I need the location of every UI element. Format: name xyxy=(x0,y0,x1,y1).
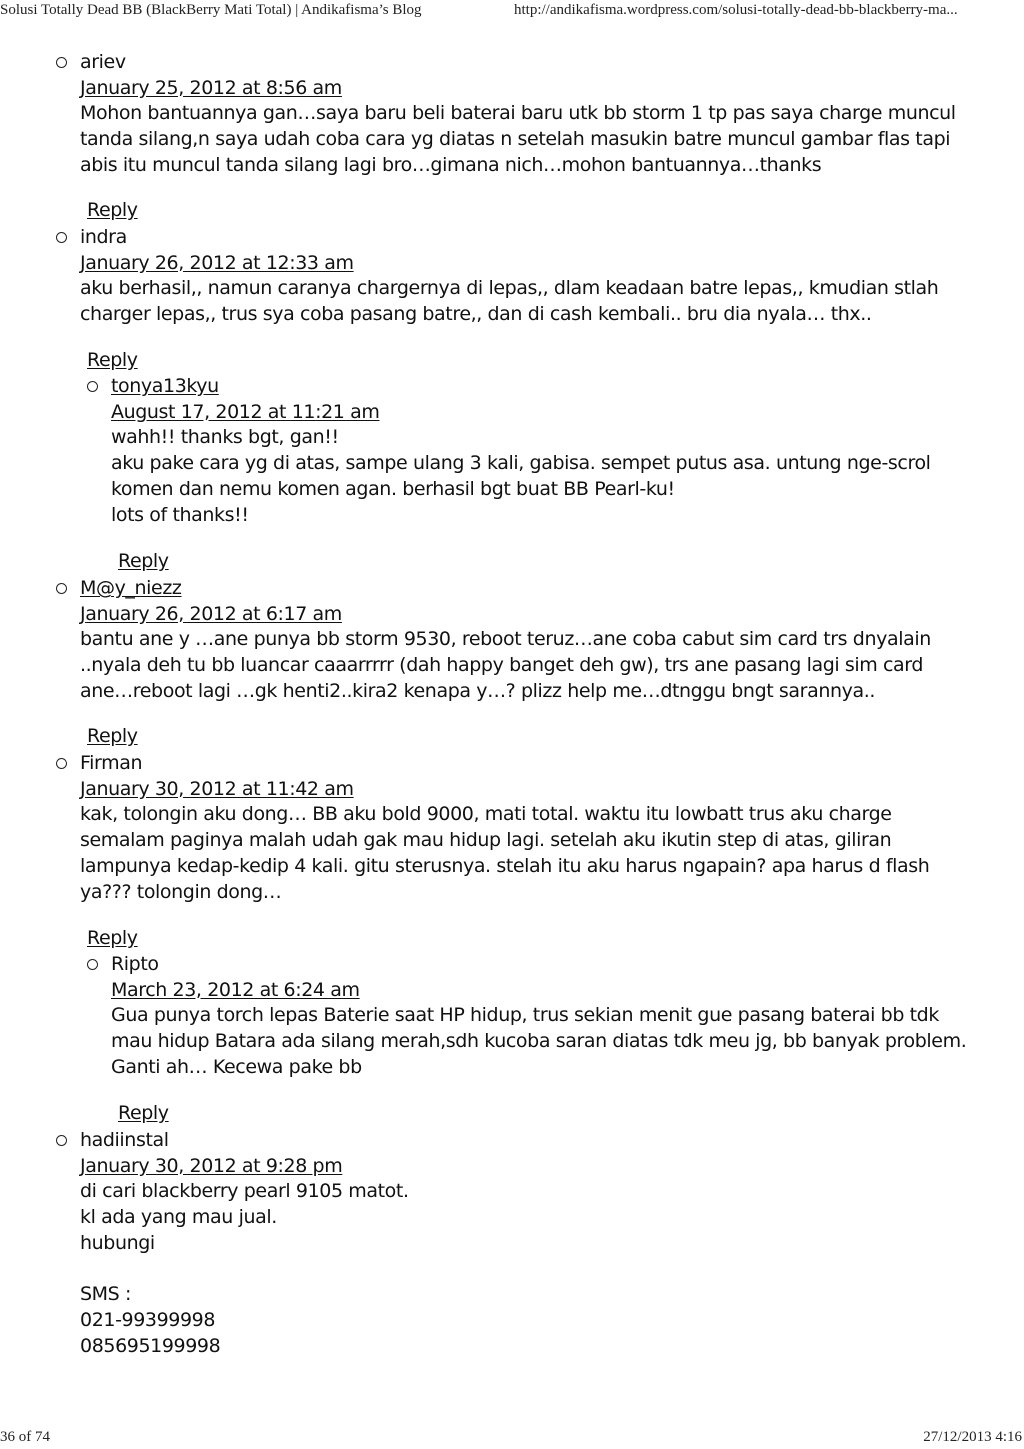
comment-author: indra xyxy=(80,226,127,248)
comment-text-line: lampunya kedap-kedip 4 kali. gitu sterusnya. stelah itu aku harus ngapain? apa harus d flash xyxy=(80,854,930,877)
comment-text-line: lots of thanks!! xyxy=(111,503,249,526)
comment-date-link[interactable]: January 25, 2012 at 8:56 am xyxy=(80,76,342,99)
comment-text-line: aku berhasil,, namun caranya chargernya di lepas,, dlam keadaan batre lepas,, kmudian stlah xyxy=(80,277,939,300)
bullet-circle-icon xyxy=(56,758,67,769)
bullet-circle-icon xyxy=(87,381,98,392)
reply-link[interactable]: Reply xyxy=(118,1102,169,1124)
comment-text-line: SMS : xyxy=(80,1283,131,1306)
comment-author: Firman xyxy=(80,752,143,774)
page-url[interactable]: http://andikafisma.wordpress.com/solusi-totally-dead-bb-blackberry-ma... xyxy=(514,2,958,18)
comment-date-link[interactable]: January 26, 2012 at 6:17 am xyxy=(80,602,342,625)
comment-author-link[interactable]: M@y_niezz xyxy=(80,577,182,599)
bullet-circle-icon xyxy=(56,1135,67,1146)
comment-text-line: abis itu muncul tanda silang lagi bro…gimana nich…mohon bantuannya…thanks xyxy=(80,153,822,176)
comment-text-line: Ganti ah… Kecewa pake bb xyxy=(111,1055,362,1078)
comment-text-line: ..nyala deh tu bb luancar caaarrrrr (dah happy banget deh gw), trs ane pasang lagi sim card xyxy=(80,654,924,677)
comment-text-line: ane…reboot lagi …gk henti2..kira2 kenapa y…? plizz help me…dtnggu bngt sarannya.. xyxy=(80,679,875,702)
print-datetime: 27/12/2013 4:16 xyxy=(923,1429,1022,1445)
paragraph-gap xyxy=(80,1257,980,1283)
comment-text-line: 021-99399998 xyxy=(80,1308,216,1331)
bullet-circle-icon xyxy=(56,232,67,243)
comment-author: ariev xyxy=(80,51,126,73)
bullet-circle-icon xyxy=(56,583,67,594)
comment-date-link[interactable]: January 30, 2012 at 11:42 am xyxy=(80,777,354,800)
comment-text-line: mau hidup Batara ada silang merah,sdh kucoba saran diatas tdk meu jg, bb banyak problem. xyxy=(111,1030,967,1053)
bullet-circle-icon xyxy=(56,57,67,68)
comment-author: Ripto xyxy=(111,953,159,975)
comment-reply xyxy=(111,374,991,528)
reply-link[interactable]: Reply xyxy=(118,550,169,572)
comment-text-line: hubungi xyxy=(80,1231,155,1254)
comment xyxy=(80,576,980,705)
comment-date-link[interactable]: March 23, 2012 at 6:24 am xyxy=(111,978,360,1001)
comment-text-line: bantu ane y …ane punya bb storm 9530, reboot teruz…ane coba cabut sim card trs dnyalain xyxy=(80,628,931,651)
comment-text-line: 085695199998 xyxy=(80,1334,221,1357)
comment-text-line: Gua punya torch lepas Baterie saat HP hidup, trus sekian menit gue pasang baterai bb tdk xyxy=(111,1004,939,1027)
comment-text-line: aku pake cara yg di atas, sampe ulang 3 kali, gabisa. sempet putus asa. untung nge-scrol xyxy=(111,452,931,475)
comment-date-link[interactable]: August 17, 2012 at 11:21 am xyxy=(111,400,380,423)
comment-text-line: kak, tolongin aku dong… BB aku bold 9000, mati total. waktu itu lowbatt trus aku charge xyxy=(80,803,892,826)
comment xyxy=(80,50,980,179)
comment-text-line: wahh!! thanks bgt, gan!! xyxy=(111,426,339,449)
comment-date-link[interactable]: January 26, 2012 at 12:33 am xyxy=(80,251,354,274)
print-header xyxy=(0,2,1024,22)
print-footer xyxy=(0,1429,1024,1449)
comment xyxy=(80,225,980,328)
comment-text-line: tanda silang,n saya udah coba cara yg diatas n setelah masukin batre muncul gambar flas tapi xyxy=(80,128,951,151)
comment-author-link[interactable]: tonya13kyu xyxy=(111,375,219,397)
comment-text-line: ya??? tolongin dong… xyxy=(80,880,282,903)
reply-link[interactable]: Reply xyxy=(87,349,138,371)
comment-date-link[interactable]: January 30, 2012 at 9:28 pm xyxy=(80,1154,343,1177)
comment xyxy=(80,1128,980,1359)
comment-text-line: semalam paginya malah udah gak mau hidup lagi. setelah aku ikutin step di atas, giliran xyxy=(80,829,892,852)
reply-link[interactable]: Reply xyxy=(87,199,138,221)
comment-text-line: komen dan nemu komen agan. berhasil bgt buat BB Pearl-ku! xyxy=(111,477,675,500)
reply-link[interactable]: Reply xyxy=(87,725,138,747)
comment-text-line: di cari blackberry pearl 9105 matot. xyxy=(80,1180,409,1203)
page-number: 36 of 74 xyxy=(0,1429,50,1445)
comment-text-line: Mohon bantuannya gan…saya baru beli baterai baru utk bb storm 1 tp pas saya charge muncul xyxy=(80,102,956,125)
page-title: Solusi Totally Dead BB (BlackBerry Mati Total) | Andikafisma’s Blog xyxy=(0,2,422,18)
comment-text-line: charger lepas,, trus sya coba pasang batre,, dan di cash kembali.. bru dia nyala… thx.. xyxy=(80,303,872,326)
comment xyxy=(80,751,980,905)
comment-author: hadiinstal xyxy=(80,1129,169,1151)
bullet-circle-icon xyxy=(87,959,98,970)
comment-reply xyxy=(111,952,991,1081)
comment-text-line: kl ada yang mau jual. xyxy=(80,1206,277,1229)
reply-link[interactable]: Reply xyxy=(87,927,138,949)
